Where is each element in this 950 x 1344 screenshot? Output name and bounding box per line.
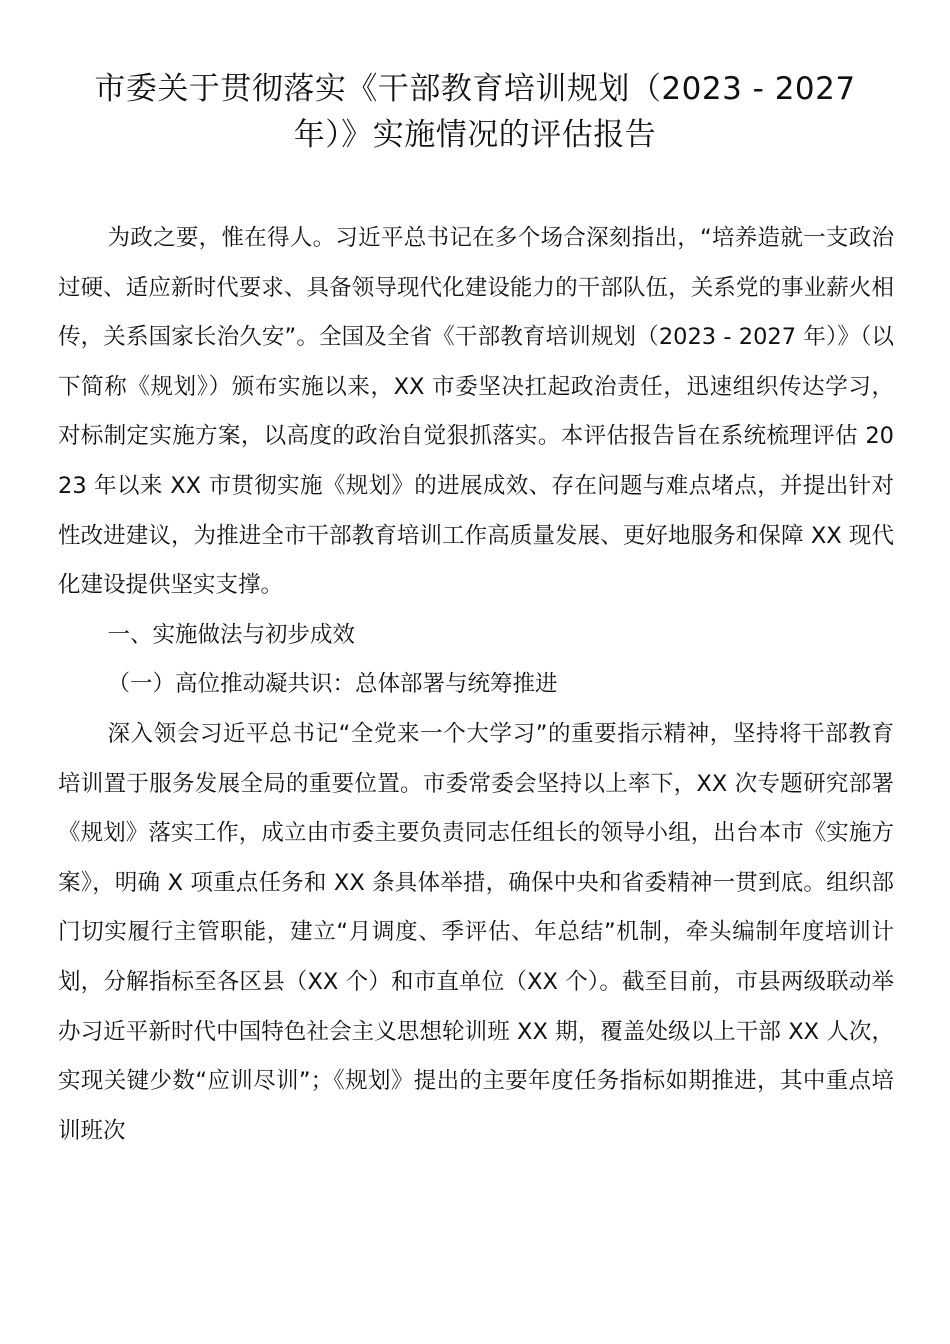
document-body: [58, 214, 894, 1156]
document-title: 市委关于贯彻落实《干部教育培训规划（2023 - 2027 年）》实施情况的评估报告: [94, 71, 856, 153]
intro-paragraph: 为政之要，惟在得人。习近平总书记在多个场合深刻指出，“培养造就一支政治过硬、适应新时代要求、具备领导现代化建设能力的干部队伍，关系党的事业薪火相传，关系国家长治久安”。全国及全省《干部教育培训规划（2023 - 2027 年）》（以下简称《规划》）颁布实施以来，XX 市委坚决扛起政治责任，迅速组织传达学习，对标制定实施方案，以高度的政治自觉狠抓落实。本评估报告旨在系统梳理评估 2023 年以来 XX 市贯彻实施《规划》的进展成效、存在问题与难点堵点，并提出针对性改进建议，为推进全市干部教育培训工作高质量发展、更好地服务和保障 XX 现代化建设提供坚实支撑。: [58, 225, 894, 599]
subsection-paragraph: 深入领会习近平总书记“全党来一个大学习”的重要指示精神，坚持将干部教育培训置于服务发展全局的重要位置。市委常委会坚持以上率下，XX 次专题研究部署《规划》落实工作，成立由市委主要负责同志任组长的领导小组，出台本市《实施方案》，明确 X 项重点任务和 XX 条具体举措，确保中央和省委精神一贯到底。组织部门切实履行主管职能，建立“月调度、季评估、年总结”机制，牵头编制年度培训计划，分解指标至各区县（XX 个）和市直单位（XX 个）。截至目前，市县两级联动举办习近平新时代中国特色社会主义思想轮训班 XX 期，覆盖处级以上干部 XX 人次，实现关键少数“应训尽训”；《规划》提出的主要年度任务指标如期推进，其中重点培训班次: [58, 720, 894, 1144]
section-heading: 一、实施做法与初步成效: [107, 621, 356, 648]
subsection-heading: （一）高位推动凝共识：总体部署与统筹推进: [107, 671, 558, 698]
